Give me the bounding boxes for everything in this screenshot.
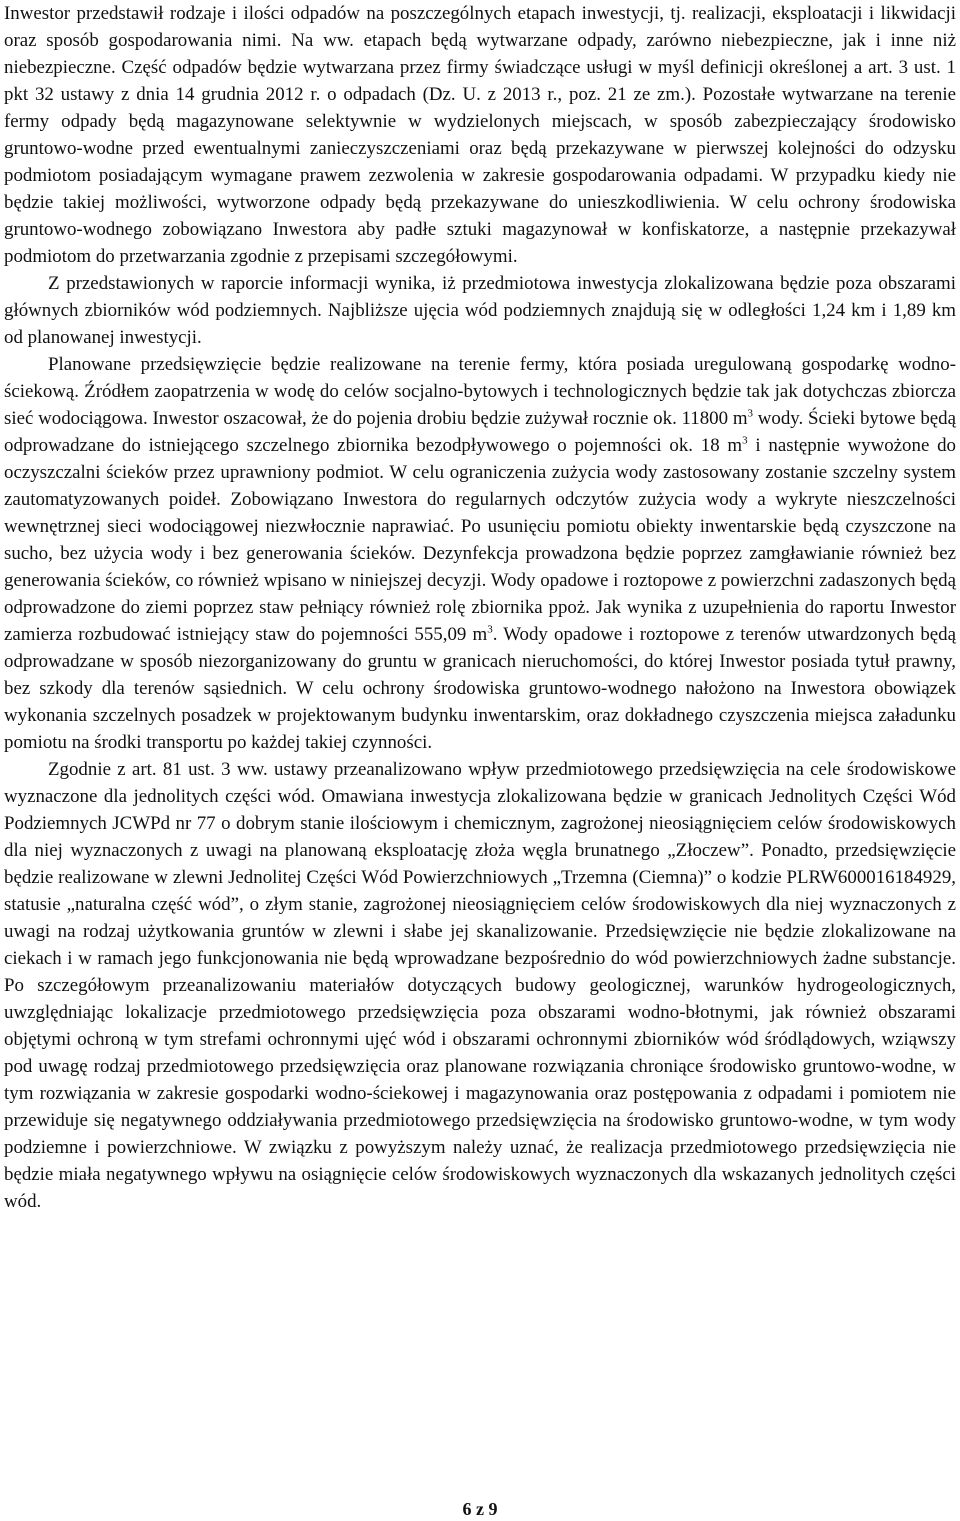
paragraph-environmental-goals: Zgodnie z art. 81 ust. 3 ww. ustawy przeanalizowano wpływ przedmiotowego przedsięwzięcia na cele środowiskowe wyznaczone dla jednolitych części wód. Omawiana inwestycja zlokalizowana będzie w granicach Jednolitych Części Wód Podziemnych JCWPd nr 77 o dobrym stanie ilościowym i chemicznym, zagrożonej nieosiągnięciem celów środowiskowych dla niej wyznaczonych z uwagi na planowaną eksploatację złoża węgla brunatnego „Złoczew”. Ponadto, przedsięwzięcie będzie realizowane w zlewni Jednolitej Części Wód Powierzchniowych „Trzemna (Ciemna)” o kodzie PLRW600016184929, statusie „naturalna część wód”, o złym stanie, zagrożonej nieosiągnięciem celów środowiskowych dla niej wyznaczonych z uwagi na rodzaj użytkowania gruntów w zlewni i słabe jej skanalizowanie. Przedsięwzięcie nie będzie zlokalizowane na ciekach i w ramach jego funkcjonowania nie będą wprowadzane bezpośrednio do wód powierzchniowych żadne substancje. Po szczegółowym przeanalizowaniu materiałów dotyczących budowy geologicznej, warunków hydrogeologicznych, uwzględniając lokalizacje przedmiotowego przedsięwzięcia poza obszarami wodno-błotnymi, jak również obszarami objętymi ochroną w tym strefami ochronnymi ujęć wód i obszarami ochronnymi zbiorników wód śródlądowych, wziąwszy pod uwagę rodzaj przedmiotowego przedsięwzięcia oraz planowane rozwiązania chroniące środowisko gruntowo-wodne, w tym rozwiązania w zakresie gospodarki wodno-ściekowej i magazynowania oraz postępowania z odpadami i pomiotem nie przewiduje się negatywnego oddziaływania przedmiotowego przedsięwzięcia na środowisko gruntowo-wodne, w tym wody podziemne i powierzchniowe. W związku z powyższym należy uznać, że realizacja przedmiotowego przedsięwzięcia nie będzie miała negatywnego wpływu na osiągnięcie celów środowiskowych wyznaczonych dla wskazanych jednolitych części wód.: [4, 759, 956, 1212]
superscript-cubic: 3: [747, 407, 754, 420]
superscript-cubic: 3: [487, 623, 493, 636]
paragraph-text-segment: i następnie wywożone do oczyszczalni ścieków przez uprawniony podmiot. W celu ograniczenia zużycia wody zastosowany zostanie szczelny system zautomatyzowanych poideł. Zobowiązano Inwestora do regularnych odczytów zużycia wody a wykryte nieszczelności wewnętrznej sieci wodociągowej niezwłocznie naprawiać. Po usunięciu pomiotu obiekty inwentarskie będą czyszczone na sucho, bez użycia wody i bez generowania ścieków. Dezynfekcja prowadzona będzie poprzez zamgławianie również bez generowania ścieków, co również wpisano w niniejszej decyzji. Wody opadowe i roztopowe z powierzchni zadaszonych będą odprowadzone do ziemi poprzez staw pełniący również rolę zbiornika ppoż. Jak wynika z uzupełnienia do raportu Inwestor zamierza rozbudować istniejący staw do pojemności 555,09 m: [4, 435, 956, 645]
document-body: [4, 0, 956, 1215]
paragraph-groundwater-location: Z przedstawionych w raporcie informacji wynika, iż przedmiotowa inwestycja zlokalizowana będzie poza obszarami głównych zbiorników wód podziemnych. Najbliższe ujęcia wód podziemnych znajdują się w odległości 1,24 km i 1,89 km od planowanej inwestycji.: [4, 273, 956, 348]
paragraph-text-segment: . Wody opadowe i roztopowe z terenów utwardzonych będą odprowadzane w sposób niezorganizowany do gruntu w granicach nieruchomości, do której Inwestor posiada tytuł prawny, bez szkody dla terenów sąsiednich. W celu ochrony środowiska gruntowo-wodnego nałożono na Inwestora obowiązek wykonania szczelnych posadzek w projektowanym budynku inwentarskim, oraz dokładnego czyszczenia miejsca załadunku pomiotu na środki transportu po każdej takiej czynności.: [4, 624, 957, 753]
superscript-cubic: 3: [742, 434, 748, 447]
paragraph-water-sewage: [4, 351, 956, 756]
paragraph-text-segment: wody. Ścieki bytowe będą odprowadzane do istniejącego szczelnego zbiornika bezodpływowego o pojemności ok. 18 m: [4, 408, 956, 456]
page-number: 6 z 9: [462, 1499, 498, 1519]
paragraph-waste-management: Inwestor przedstawił rodzaje i ilości odpadów na poszczególnych etapach inwestycji, tj. realizacji, eksploatacji i likwidacji oraz sposób gospodarowania nimi. Na ww. etapach będą wytwarzane odpady, zarówno niebezpieczne, jak i inne niż niebezpieczne. Część odpadów będzie wytwarzana przez firmy świadczące usługi w myśl definicji określonej a art. 3 ust. 1 pkt 32 ustawy z dnia 14 grudnia 2012 r. o odpadach (Dz. U. z 2013 r., poz. 21 ze zm.). Pozostałe wytwarzane na terenie fermy odpady będą magazynowane selektywnie w wydzielonych miejscach, w sposób zabezpieczający środowisko gruntowo-wodne przed ewentualnymi zanieczyszczeniami oraz będą przekazywane w pierwszej kolejności do odzysku podmiotom posiadającym wymagane prawem zezwolenia w zakresie gospodarowania odpadami. W przypadku kiedy nie będzie takiej możliwości, wytworzone odpady będą przekazywane do unieszkodliwienia. W celu ochrony środowiska gruntowo-wodnego zobowiązano Inwestora aby padłe sztuki magazynował w konfiskatorze, a następnie przekazywał podmiotom do przetwarzania zgodnie z przepisami szczegółowymi.: [4, 3, 956, 267]
paragraph-text-segment: Planowane przedsięwzięcie będzie realizowane na terenie fermy, która posiada uregulowaną gospodarkę wodno-ściekową. Źródłem zaopatrzenia w wodę do celów socjalno-bytowych i technologicznych będzie tak jak dotychczas zbiorcza sieć wodociągowa. Inwestor oszacował, że do pojenia drobiu będzie zużywał rocznie ok. 11800 m: [4, 354, 956, 429]
